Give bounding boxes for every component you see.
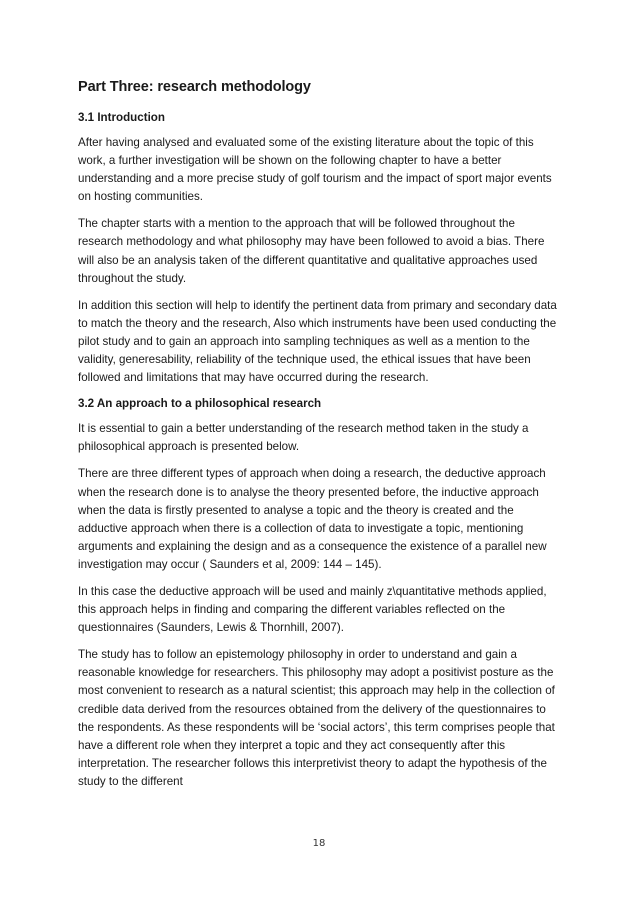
part-title: Part Three: research methodology (78, 79, 311, 95)
paragraph: In this case the deductive approach will be used and mainly z\quantitative methods applied, this approach helps in finding and comparing the different variables reflected on the questionnaires (Saunders, Lewis & Thornhill, 2007). (78, 584, 547, 635)
page-number: 18 (312, 838, 326, 849)
paragraph: After having analysed and evaluated some of the existing literature about the topic of this work, a further investigation will be shown on the following chapter to have a better understanding and a more precise study of golf tourism and the impact of sport major events on hosting communities. (78, 136, 552, 204)
section-heading: 3.1 Introduction (78, 111, 165, 124)
paragraph: The study has to follow an epistemology philosophy in order to understand and gain a reasonable knowledge for researchers. This philosophy may adopt a positivist posture as the most convenient to research as a natural scientist; this approach may help in the collection of credible data derived from the resources obtained from the delivery of the questionnaires to the respondents. As these respondents will be ‘social actors’, this term comprises people that have a different role when they interpret a topic and they act consequently after this interpretation. The researcher follows this interpretivist theory to adapt the hypothesis of the study to the different (78, 648, 555, 788)
paragraph: In addition this section will help to identify the pertinent data from primary and secondary data to match the theory and the research, Also which instruments have been used conducting the pilot study and to gain an approach into sampling techniques as well as a mention to the validity, generesability, reliability of the technique used, the ethical issues that have been followed and limitations that may have occurred during the research. (78, 298, 557, 385)
section-philosophical-research (78, 396, 562, 791)
paragraph: The chapter starts with a mention to the approach that will be followed throughout the research methodology and what philosophy may have been followed to avoid a bias. There will also be an analysis taken of the different quantitative and qualitative approaches used throughout the study. (78, 217, 545, 285)
paragraph: There are three different types of approach when doing a research, the deductive approach when the research done is to analyse the theory presented before, the inductive approach when the data is firstly presented to analyse a topic and the theory is created and the adductive approach when there is a collection of data to investigate a topic, mentioning arguments and explaining the design and as a consequence the existence of a parallel new investigation may occur ( Saunders et al, 2009: 144 – 145). (78, 467, 547, 571)
section-introduction (78, 110, 562, 387)
document-page (78, 78, 562, 800)
paragraph: It is essential to gain a better understanding of the research method taken in the study a philosophical approach is presented below. (78, 422, 529, 454)
section-heading: 3.2 An approach to a philosophical research (78, 397, 322, 411)
